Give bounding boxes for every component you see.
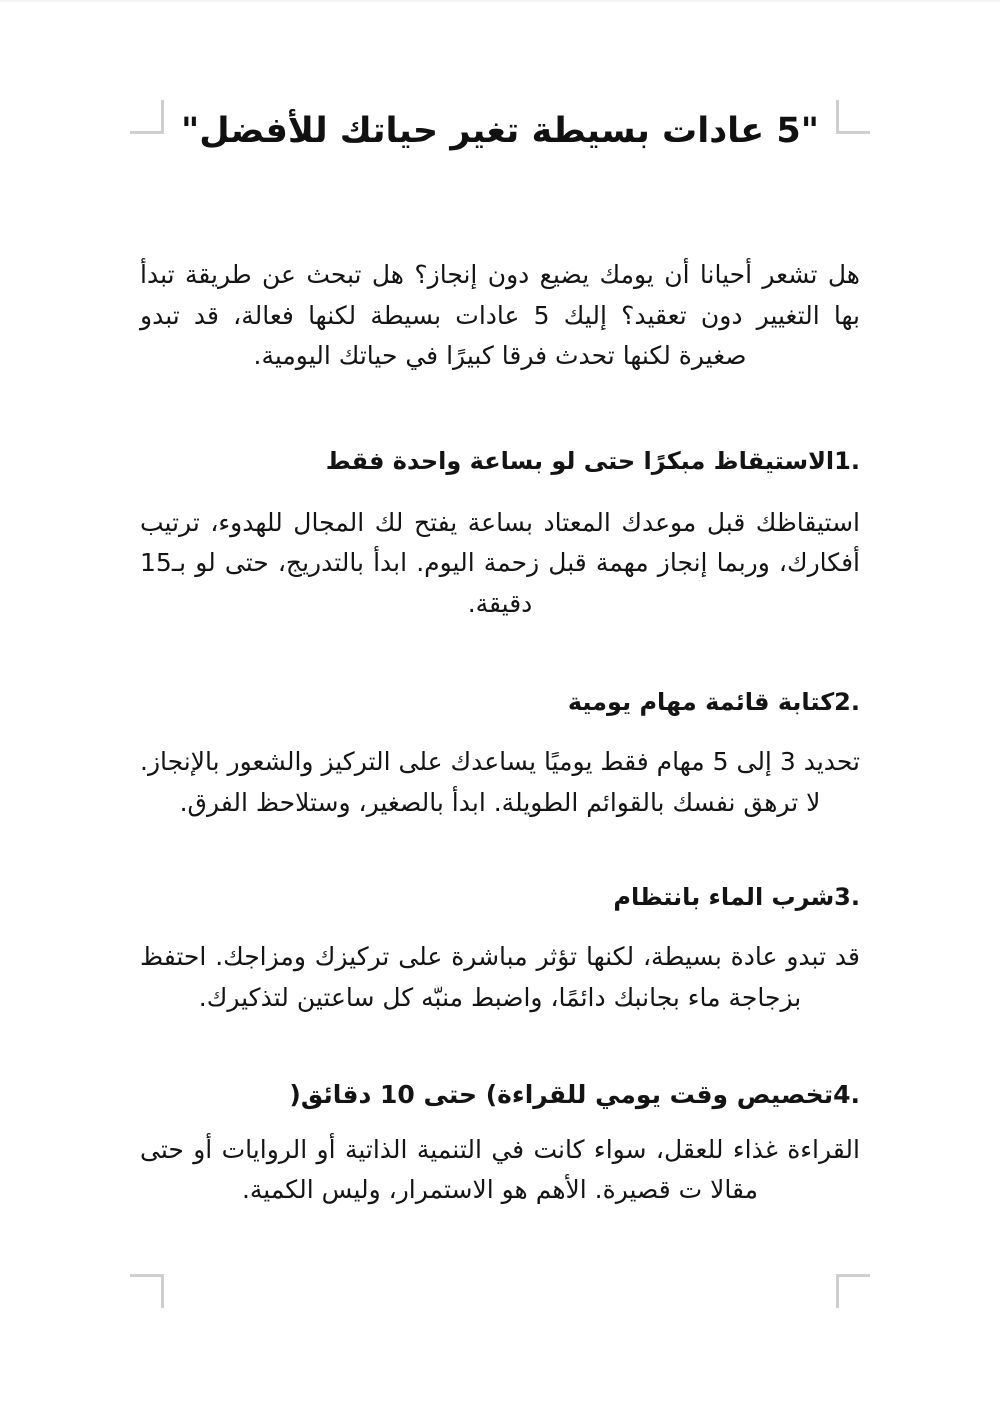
section-body-2: تحديد 3 إلى 5 مهام فقط يوميًا يساعدك على التركيز والشعور بالإنجاز. لا ترهق نفسك بالقوائم الطويلة. ابدأ بالصغير، وستلاحظ الفرق. <box>140 747 860 817</box>
page-top-edge-shading <box>0 0 1000 4</box>
crop-mark-vertical-rule <box>161 1274 164 1308</box>
section-heading-3: .3شرب الماء بانتظام <box>613 883 860 912</box>
section-habit-4 <box>140 1018 860 1211</box>
crop-mark-bottom-left <box>130 1274 164 1308</box>
document-title: "5 عادات بسيطة تغير حياتك للأفضل" <box>180 111 820 151</box>
crop-mark-horizontal-rule <box>836 1274 870 1277</box>
section-body-1: استيقاظك قبل موعدك المعتاد بساعة يفتح لك المجال للهدوء، ترتيب أفكارك، وربما إنجاز مهمة قبل زحمة اليوم. ابدأ بالتدريج، حتى لو بـ15 دقيقة. <box>140 507 860 618</box>
document-content <box>140 104 860 1211</box>
section-habit-2 <box>140 624 860 823</box>
crop-mark-horizontal-rule <box>130 1274 164 1277</box>
section-body-4: القراءة غذاء للعقل، سواء كانت في التنمية الذاتية أو الروايات أو حتى مقالا ت قصيرة. الأهم هو الاستمرار، وليس الكمية. <box>140 1134 860 1205</box>
section-body-3: قد تبدو عادة بسيطة، لكنها تؤثر مباشرة على تركيزك ومزاجك. احتفظ بزجاجة ماء بجانبك دائمًا، واضبط منبّه كل ساعتين لتذكيرك. <box>140 942 860 1012</box>
section-heading-2: .2كتابة قائمة مهام يومية <box>567 688 860 717</box>
section-habit-1 <box>140 377 860 625</box>
crop-mark-bottom-right <box>836 1274 870 1308</box>
section-heading-1: .1الاستيقاظ مبكرًا حتى لو بساعة واحدة فقط <box>325 446 860 475</box>
crop-mark-vertical-rule <box>836 1274 839 1308</box>
intro-paragraph: هل تشعر أحيانا أن يومك يضيع دون إنجاز؟ هل تبحث عن طريقة تبدأ بها التغيير دون تعقيد؟ إليك 5 عادات بسيطة لكنها فعالة، قد تبدو صغيرة لكنها تحدث فرقا كبيرًا في حياتك اليومية. <box>140 260 860 371</box>
section-habit-3 <box>140 823 860 1018</box>
section-heading-4: .4تخصيص وقت يومي للقراءة) حتى 10 دقائق( <box>289 1080 860 1110</box>
